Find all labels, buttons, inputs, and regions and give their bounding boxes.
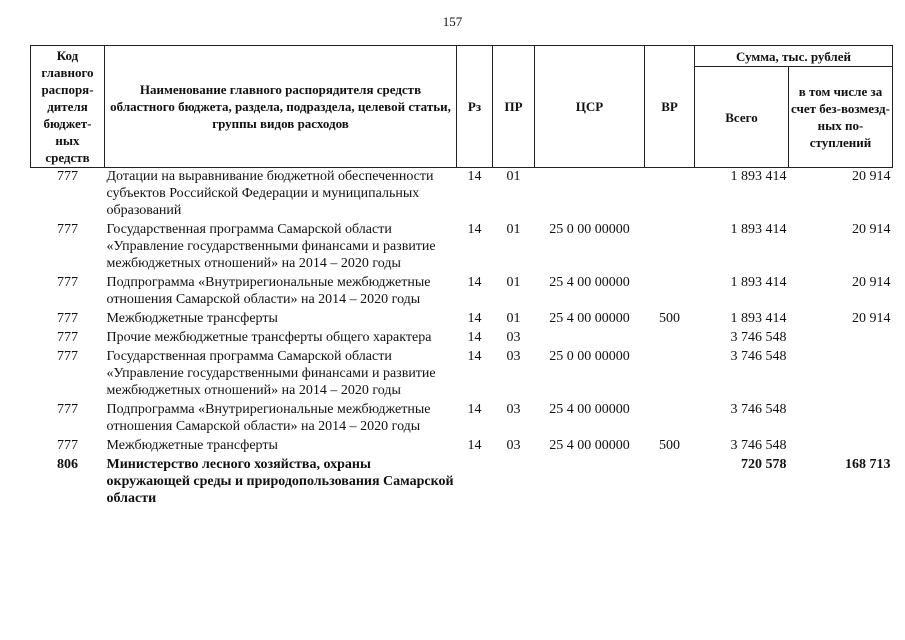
cell-rz: 14 [467, 402, 482, 417]
cell-pr: 01 [506, 311, 521, 326]
cell-rz: 14 [467, 330, 482, 345]
header-rz: Рз [457, 46, 493, 168]
cell-pr: 03 [506, 349, 521, 364]
cell-pr: 01 [506, 222, 521, 237]
table-row [31, 308, 893, 327]
cell-csr: 25 4 00 00000 [549, 275, 630, 290]
cell-csr: 25 4 00 00000 [549, 311, 630, 326]
cell-pr [493, 454, 535, 507]
table-body [31, 168, 893, 508]
table-header [31, 46, 893, 168]
cell-csr [535, 454, 645, 507]
cell-code: 777 [57, 438, 78, 453]
cell-total: 3 746 548 [730, 330, 787, 345]
cell-csr: 25 4 00 00000 [549, 438, 630, 453]
cell-code: 777 [57, 311, 78, 326]
cell-free: 20 914 [852, 275, 891, 290]
cell-name: Министерство лесного хозяйства, охраны окружающей среды и природопользования Самарской области [106, 457, 454, 506]
cell-name: Межбюджетные трансферты [106, 438, 278, 453]
cell-total: 1 893 414 [730, 275, 787, 290]
cell-free [789, 399, 893, 435]
cell-rz: 14 [467, 438, 482, 453]
cell-free [789, 327, 893, 346]
cell-free: 20 914 [852, 222, 891, 237]
cell-vr [645, 327, 695, 346]
header-pr: ПР [493, 46, 535, 168]
cell-pr: 03 [506, 330, 521, 345]
cell-rz: 14 [467, 169, 482, 184]
cell-total: 3 746 548 [730, 402, 787, 417]
cell-name: Дотации на выравнивание бюджетной обеспеченности субъектов Российской Федерации и муниципальных образований [106, 169, 434, 218]
cell-csr: 25 0 00 00000 [549, 349, 630, 364]
table-row [31, 168, 893, 220]
cell-code: 777 [57, 330, 78, 345]
cell-name: Прочие межбюджетные трансферты общего характера [106, 330, 432, 345]
table-row [31, 272, 893, 308]
header-name: Наименование главного распорядителя средств областного бюджета, раздела, подраздела, целевой статьи, группы видов расходов [105, 46, 457, 168]
cell-code: 777 [57, 222, 78, 237]
header-code: Код главного распоря-дителя бюджет-ных средств [31, 46, 105, 168]
cell-vr [645, 168, 695, 220]
cell-csr: 25 4 00 00000 [549, 402, 630, 417]
cell-total: 1 893 414 [730, 311, 787, 326]
cell-rz: 14 [467, 222, 482, 237]
cell-free [789, 346, 893, 399]
table-row [31, 435, 893, 454]
cell-name: Подпрограмма «Внутрирегиональные межбюджетные отношения Самарской области» на 2014 – 2020 годы [106, 275, 431, 307]
cell-name: Государственная программа Самарской области «Управление государственными финансами и развитие межбюджетных отношений» на 2014 – 2020 годы [106, 349, 436, 398]
cell-total: 3 746 548 [730, 438, 787, 453]
cell-free: 20 914 [852, 311, 891, 326]
cell-total: 3 746 548 [730, 349, 787, 364]
cell-free: 168 713 [845, 457, 891, 472]
cell-pr: 03 [506, 438, 521, 453]
cell-pr: 03 [506, 402, 521, 417]
cell-code: 777 [57, 349, 78, 364]
cell-code: 806 [57, 457, 78, 472]
table-row [31, 327, 893, 346]
table-row [31, 399, 893, 435]
cell-name: Межбюджетные трансферты [106, 311, 278, 326]
cell-vr: 500 [659, 438, 680, 453]
cell-name: Подпрограмма «Внутрирегиональные межбюджетные отношения Самарской области» на 2014 – 2020 годы [106, 402, 431, 434]
header-total: Всего [695, 67, 789, 168]
cell-vr [645, 219, 695, 272]
cell-rz: 14 [467, 275, 482, 290]
cell-code: 777 [57, 402, 78, 417]
cell-rz [457, 454, 493, 507]
cell-rz: 14 [467, 311, 482, 326]
header-sum: Сумма, тыс. рублей [695, 46, 893, 67]
budget-table [30, 45, 893, 507]
cell-csr [535, 327, 645, 346]
table-row [31, 346, 893, 399]
header-free: в том числе за счет без-возмезд-ных по-ступлений [789, 67, 893, 168]
cell-rz: 14 [467, 349, 482, 364]
cell-vr [645, 346, 695, 399]
cell-free: 20 914 [852, 169, 891, 184]
cell-total: 720 578 [741, 457, 787, 472]
cell-csr: 25 0 00 00000 [549, 222, 630, 237]
table-row [31, 454, 893, 507]
table-row [31, 219, 893, 272]
page-number: 157 [442, 14, 463, 29]
cell-free [789, 435, 893, 454]
cell-total: 1 893 414 [730, 169, 787, 184]
cell-vr [645, 272, 695, 308]
cell-vr: 500 [659, 311, 680, 326]
cell-pr: 01 [506, 275, 521, 290]
cell-total: 1 893 414 [730, 222, 787, 237]
header-csr: ЦСР [535, 46, 645, 168]
cell-name: Государственная программа Самарской области «Управление государственными финансами и развитие межбюджетных отношений» на 2014 – 2020 годы [106, 222, 436, 271]
cell-pr: 01 [506, 169, 521, 184]
cell-code: 777 [57, 169, 78, 184]
cell-vr [645, 454, 695, 507]
cell-code: 777 [57, 275, 78, 290]
header-vr: ВР [645, 46, 695, 168]
cell-vr [645, 399, 695, 435]
cell-csr [535, 168, 645, 220]
